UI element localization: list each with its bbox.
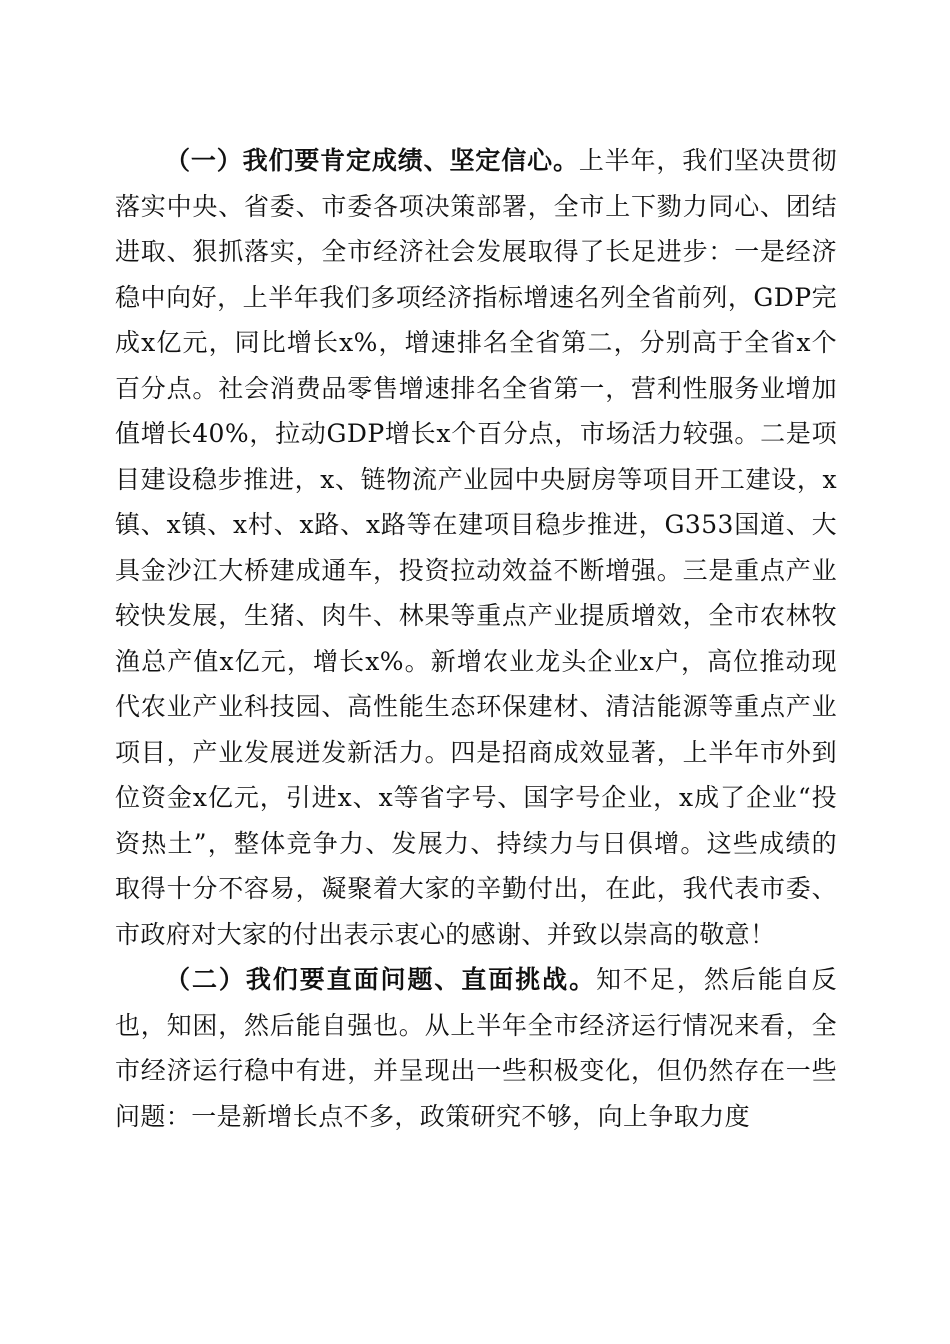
document-page — [115, 138, 837, 1139]
paragraph-1-body: 上半年，我们坚决贯彻落实中央、省委、市委各项决策部署，全市上下勠力同心、团结进取、狠抓落实，全市经济社会发展取得了长足进步：一是经济稳中向好，上半年我们多项经济指标增速名列全省前列，GDP完成x亿元，同比增长x%，增速排名全省第二，分别高于全省x个百分点。社会消费品零售增速排名全省第一，营利性服务业增加值增长40%，拉动GDP增长x个百分点，市场活力较强。二是项目建设稳步推进，x、链物流产业园中央厨房等项目开工建设，x镇、x镇、x村、x路、x路等在建项目稳步推进，G353国道、大具金沙江大桥建成通车，投资拉动效益不断增强。三是重点产业较快发展，生猪、肉牛、林果等重点产业提质增效，全市农林牧渔总产值x亿元，增长x%。新增农业龙头企业x户，高位推动现代农业产业科技园、高性能生态环保建材、清洁能源等重点产业项目，产业发展迸发新活力。四是招商成效显著，上半年市外到位资金x亿元，引进x、x等省字号、国字号企业，x成了企业“投资热土”，整体竞争力、发展力、持续力与日俱增。这些成绩的取得十分不容易，凝聚着大家的辛勤付出，在此，我代表市委、市政府对大家的付出表示衷心的感谢、并致以崇高的敬意！ — [115, 146, 837, 949]
paragraph-1 — [115, 138, 837, 957]
paragraph-2 — [115, 957, 837, 1139]
paragraph-2-heading: （二）我们要直面问题、直面挑战。 — [165, 965, 597, 994]
paragraph-2-body: 知不足，然后能自反也，知困，然后能自强也。从上半年全市经济运行情况来看，全市经济运行稳中有进，并呈现出一些积极变化，但仍然存在一些问题：一是新增长点不多，政策研究不够，向上争取力度 — [115, 965, 837, 1131]
paragraph-1-heading: （一）我们要肯定成绩、坚定信心。 — [165, 146, 579, 175]
